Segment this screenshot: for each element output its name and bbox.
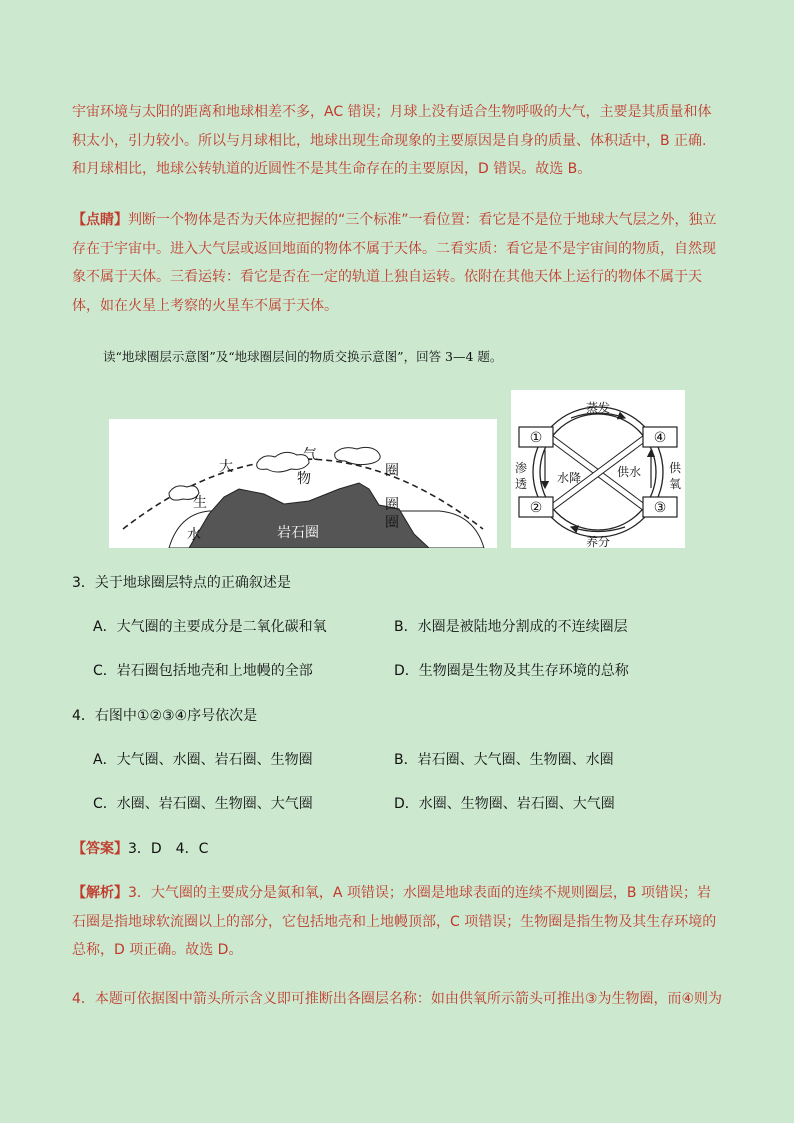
fig1-label: 岩石圈: [277, 525, 319, 541]
tip-text: 判断一个物体是否为天体应把握的“三个标准”一看位置：看它是不是位于地球大气层之外，独立存在于宇宙中。进入大气层或返回地面的物体不属于天体。二看实质：看它是不是宇宙间的物质，自然现象不属于天体。三看运转：看它是否在一定的轨道上独自运转。依附在其他天体上运行的物体不属于天体，如在火星上考察的火星车不属于天体。: [72, 212, 717, 314]
question-intro: 读“地球圈层示意图”及“地球圈层间的物质交换示意图”，回答 3—4 题。: [103, 349, 503, 364]
analysis-text: 3．大气圈的主要成分是氮和氧，A 项错误；水圈是地球表面的连续不规则圈层，B 项错误；岩石圈是指地球软流圈以上的部分，它包括地壳和上地幔顶部，C 项错误；生物圈是指生物及其生存环境的总称，D 项正确。故选 D。: [72, 885, 717, 958]
fig2-label: 渗: [515, 461, 528, 475]
tip-label: 【点睛】: [72, 212, 128, 228]
fig1-label: 气: [303, 447, 317, 463]
fig2-label: 蒸发: [585, 401, 611, 415]
answer-label: 【答案】: [72, 841, 128, 857]
question-3-stem: 3．关于地球圈层特点的正确叙述是: [72, 575, 291, 591]
question-4-stem: 4．右图中①②③④序号依次是: [72, 708, 258, 724]
sphere-box-4: ④: [653, 430, 667, 446]
question-3-option-c: C．岩石圈包括地壳和上地幔的全部: [93, 663, 313, 679]
fig2-label: 养分: [585, 535, 611, 548]
answer-text: 3．D 4．C: [128, 841, 209, 857]
fig2-label: 透: [515, 477, 528, 491]
analysis-continuation: 宇宙环境与太阳的距离和地球相差不多，AC 错误；月球上没有适合生物呼吸的大气，主要是其质量和体积太小，引力较小。所以与月球相比，地球出现生命现象的主要原因是自身的质量、体积适中，B 正确. 和月球相比，地球公转轨道的近圆性不是其生命存在的主要原因，D 错误。故选 B。: [72, 104, 712, 177]
question-4-option-c: C．水圈、岩石圈、生物圈、大气圈: [93, 796, 313, 812]
analysis-paragraph: [72, 879, 724, 965]
fig1-label: 圈: [385, 515, 399, 531]
fig1-label: 圈: [385, 497, 399, 513]
tip-paragraph: [72, 206, 724, 320]
question-4-option-d: D．水圈、生物圈、岩石圈、大气圈: [394, 796, 615, 812]
analysis-q4-paragraph: 4．本题可依据图中箭头所示含义即可推断出各圈层名称：如由供氧所示箭头可推出③为生物圈，而④则为: [72, 991, 723, 1007]
answer-line: [72, 838, 208, 858]
question-3-option-b: B．水圈是被陆地分割成的不连续圈层: [394, 619, 628, 635]
earth-spheres-figure: [109, 419, 497, 548]
fig2-label: 供: [669, 461, 682, 475]
fig2-label: 氧: [669, 477, 682, 491]
analysis-label: 【解析】: [72, 885, 128, 901]
material-exchange-figure: [511, 390, 685, 548]
question-4-option-a: A．大气圈、水圈、岩石圈、生物圈: [93, 752, 313, 768]
fig1-label: 水: [187, 527, 201, 543]
sphere-box-1: ①: [529, 430, 543, 446]
fig2-label: 水降: [557, 471, 582, 485]
fig1-label: 物: [297, 471, 311, 487]
question-3-option-d: D．生物圈是生物及其生存环境的总称: [394, 663, 629, 679]
fig1-label: 大: [219, 459, 233, 475]
question-4-option-b: B．岩石圈、大气圈、生物圈、水圈: [394, 752, 614, 768]
sphere-box-2: ②: [529, 500, 543, 516]
fig1-label: 生: [193, 495, 207, 511]
fig2-label: 供水: [617, 465, 642, 479]
fig1-label: 圈: [385, 463, 399, 479]
sphere-box-3: ③: [653, 500, 667, 516]
question-3-option-a: A．大气圈的主要成分是二氧化碳和氧: [93, 619, 327, 635]
